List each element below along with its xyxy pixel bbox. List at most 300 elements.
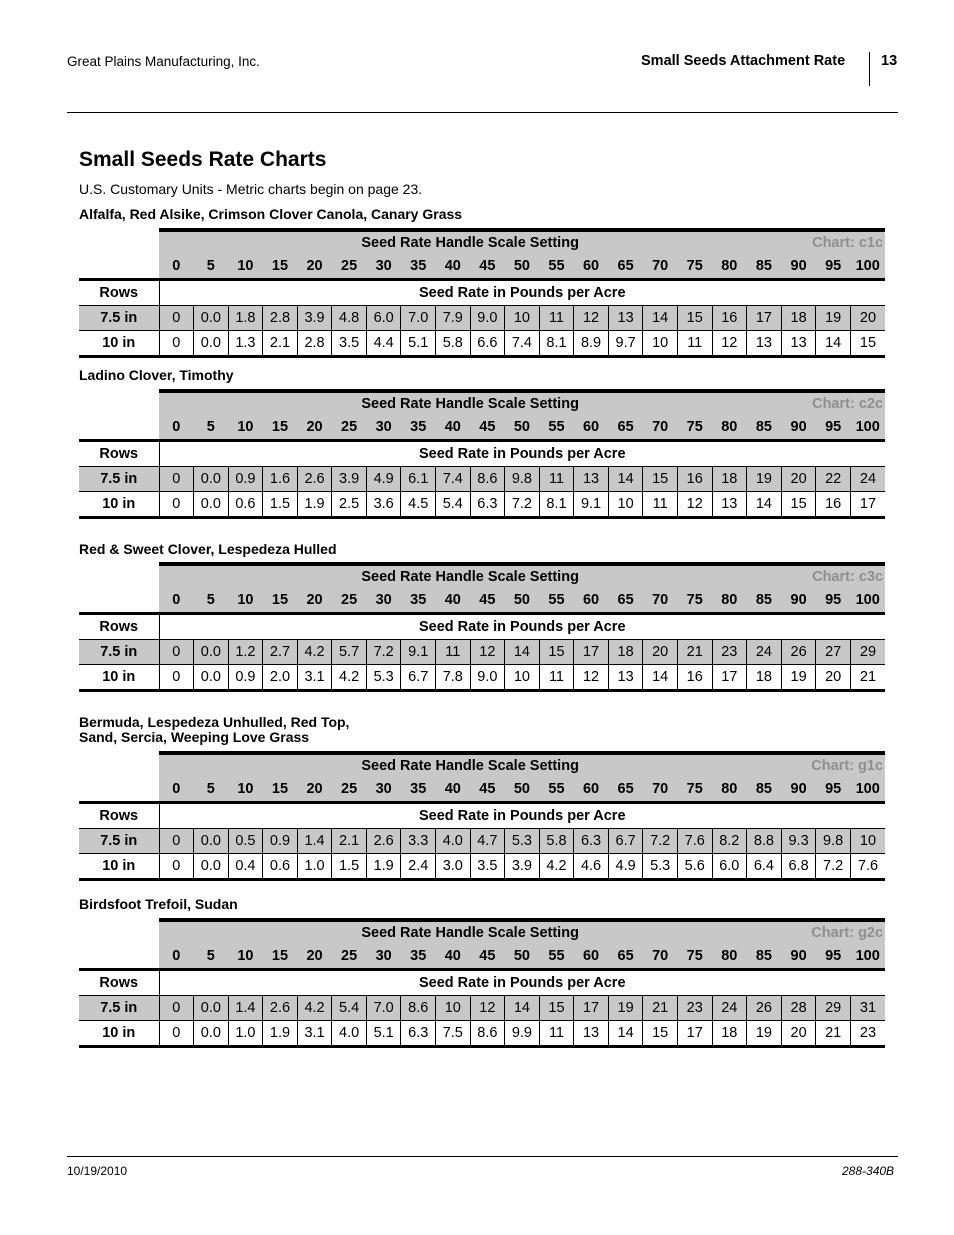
- chart-id: Chart: c3c: [781, 564, 885, 588]
- rate-cell: 2.4: [401, 854, 436, 880]
- rate-cell: 3.1: [297, 1021, 332, 1047]
- scale-value: 20: [297, 777, 332, 803]
- rate-cell: 13: [574, 1021, 609, 1047]
- rate-cell: 0.9: [228, 467, 263, 492]
- scale-value: 70: [643, 777, 678, 803]
- rate-cell: 3.3: [401, 829, 436, 854]
- rate-cell: 7.5: [436, 1021, 471, 1047]
- scale-values-row: [79, 254, 885, 280]
- rate-cell: 2.7: [263, 640, 298, 665]
- rate-cell: 6.7: [608, 829, 643, 854]
- scale-value: 25: [332, 944, 367, 970]
- scale-value: 10: [228, 415, 263, 441]
- scale-value: 10: [228, 777, 263, 803]
- row-label: 10 in: [79, 665, 159, 691]
- rate-cell: 19: [816, 306, 851, 331]
- scale-value: 85: [747, 777, 782, 803]
- rate-header-row: [79, 803, 885, 829]
- scale-value: 95: [816, 415, 851, 441]
- scale-value: 65: [608, 254, 643, 280]
- scale-value: 75: [677, 254, 712, 280]
- rate-cell: 0.0: [194, 492, 229, 518]
- scale-value: 95: [816, 944, 851, 970]
- scale-value: 50: [505, 777, 540, 803]
- rate-cell: 2.6: [366, 829, 401, 854]
- rate-cell: 11: [643, 492, 678, 518]
- corner-cell: [79, 944, 159, 970]
- scale-value: 40: [436, 415, 471, 441]
- scale-value: 50: [505, 254, 540, 280]
- row-label: 10 in: [79, 854, 159, 880]
- rate-cell: 21: [677, 640, 712, 665]
- rate-cell: 16: [677, 665, 712, 691]
- rate-cell: 26: [781, 640, 816, 665]
- rate-cell: 12: [677, 492, 712, 518]
- rate-cell: 10: [505, 306, 540, 331]
- rate-cell: 10: [608, 492, 643, 518]
- rate-cell: 7.8: [436, 665, 471, 691]
- rate-cell: 11: [539, 306, 574, 331]
- rate-cell: 2.8: [297, 331, 332, 357]
- rate-cell: 5.7: [332, 640, 367, 665]
- scale-value: 60: [574, 415, 609, 441]
- scale-value: 60: [574, 944, 609, 970]
- rate-cell: 0.9: [263, 829, 298, 854]
- rate-cell: 0.0: [194, 306, 229, 331]
- scale-value: 25: [332, 588, 367, 614]
- scale-value: 30: [366, 777, 401, 803]
- rate-cell: 14: [608, 1021, 643, 1047]
- scale-value: 55: [539, 254, 574, 280]
- footer-date: 10/19/2010: [67, 1164, 128, 1178]
- rate-cell: 0.0: [194, 996, 229, 1021]
- rate-cell: 7.2: [643, 829, 678, 854]
- rate-heading: Seed Rate in Pounds per Acre: [159, 441, 885, 467]
- scale-value: 45: [470, 588, 505, 614]
- scale-value: 20: [297, 588, 332, 614]
- chart-title-line: Alfalfa, Red Alsike, Crimson Clover Canola, Canary Grass: [79, 206, 463, 222]
- rate-cell: 21: [643, 996, 678, 1021]
- rate-cell: 1.4: [297, 829, 332, 854]
- rate-cell: 3.9: [505, 854, 540, 880]
- rate-cell: 9.0: [470, 665, 505, 691]
- rate-cell: 1.3: [228, 331, 263, 357]
- scale-value: 20: [297, 415, 332, 441]
- scale-value: 95: [816, 588, 851, 614]
- rate-cell: 1.0: [228, 1021, 263, 1047]
- rate-cell: 27: [816, 640, 851, 665]
- scale-header-row: [79, 230, 885, 254]
- rate-header-row: [79, 280, 885, 306]
- scale-value: 15: [263, 777, 298, 803]
- scale-value: 100: [850, 777, 885, 803]
- rate-cell: 17: [574, 996, 609, 1021]
- scale-value: 0: [159, 588, 194, 614]
- rows-heading: Rows: [79, 803, 159, 829]
- rate-cell: 17: [850, 492, 885, 518]
- rate-cell: 4.9: [366, 467, 401, 492]
- chart-title: [79, 897, 238, 912]
- rate-cell: 3.0: [436, 854, 471, 880]
- rate-cell: 15: [850, 331, 885, 357]
- chart-id: Chart: g2c: [781, 920, 885, 944]
- scale-value: 10: [228, 254, 263, 280]
- rate-cell: 5.8: [539, 829, 574, 854]
- scale-value: 40: [436, 777, 471, 803]
- rate-cell: 4.4: [366, 331, 401, 357]
- rate-cell: 0.5: [228, 829, 263, 854]
- rate-cell: 0.6: [263, 854, 298, 880]
- scale-value: 30: [366, 415, 401, 441]
- rate-cell: 4.2: [332, 665, 367, 691]
- rate-cell: 9.8: [505, 467, 540, 492]
- rate-cell: 0.0: [194, 640, 229, 665]
- rate-cell: 7.9: [436, 306, 471, 331]
- rate-cell: 4.2: [297, 996, 332, 1021]
- rate-cell: 1.9: [263, 1021, 298, 1047]
- seed-rate-table: [79, 389, 885, 519]
- rate-cell: 31: [850, 996, 885, 1021]
- rate-header-row: [79, 970, 885, 996]
- page-title: Small Seeds Rate Charts: [79, 148, 327, 171]
- scale-value: 85: [747, 944, 782, 970]
- rate-cell: 7.2: [816, 854, 851, 880]
- seed-rate-table: [79, 918, 885, 1048]
- rate-cell: 17: [574, 640, 609, 665]
- header-rule: [67, 112, 898, 113]
- rate-cell: 0.6: [228, 492, 263, 518]
- rate-cell: 1.6: [263, 467, 298, 492]
- scale-value: 15: [263, 254, 298, 280]
- scale-value: 75: [677, 777, 712, 803]
- rate-cell: 6.6: [470, 331, 505, 357]
- rate-cell: 0.0: [194, 665, 229, 691]
- chart-title: [79, 715, 349, 745]
- rate-cell: 5.6: [677, 854, 712, 880]
- rate-cell: 15: [643, 467, 678, 492]
- rate-cell: 12: [712, 331, 747, 357]
- footer-doc-number: 288-340B: [842, 1164, 895, 1178]
- rate-cell: 6.3: [470, 492, 505, 518]
- scale-value: 45: [470, 415, 505, 441]
- seed-rate-table: [79, 228, 885, 358]
- corner-cell: [79, 254, 159, 280]
- scale-value: 45: [470, 777, 505, 803]
- rows-heading: Rows: [79, 614, 159, 640]
- rate-cell: 2.6: [263, 996, 298, 1021]
- rate-cell: 13: [608, 306, 643, 331]
- scale-value: 100: [850, 254, 885, 280]
- scale-value: 35: [401, 254, 436, 280]
- scale-value: 90: [781, 254, 816, 280]
- row-label: 7.5 in: [79, 306, 159, 331]
- chart-title: [79, 368, 234, 383]
- rate-cell: 13: [712, 492, 747, 518]
- section-title: Small Seeds Attachment Rate: [641, 53, 846, 69]
- rate-cell: 14: [816, 331, 851, 357]
- scale-value: 75: [677, 415, 712, 441]
- scale-value: 70: [643, 415, 678, 441]
- scale-value: 40: [436, 944, 471, 970]
- rate-cell: 20: [850, 306, 885, 331]
- row-label: 10 in: [79, 331, 159, 357]
- rate-row-10-in: [79, 1021, 885, 1047]
- scale-value: 55: [539, 777, 574, 803]
- rate-cell: 15: [781, 492, 816, 518]
- scale-value: 55: [539, 944, 574, 970]
- scale-value: 65: [608, 944, 643, 970]
- rate-row-10-in: [79, 492, 885, 518]
- scale-value: 95: [816, 777, 851, 803]
- header-divider: [869, 52, 870, 86]
- scale-value: 10: [228, 588, 263, 614]
- rate-heading: Seed Rate in Pounds per Acre: [159, 803, 885, 829]
- scale-value: 30: [366, 944, 401, 970]
- rate-cell: 0: [159, 1021, 194, 1047]
- scale-value: 0: [159, 254, 194, 280]
- scale-value: 15: [263, 944, 298, 970]
- scale-value: 85: [747, 588, 782, 614]
- scale-value: 60: [574, 777, 609, 803]
- rate-cell: 19: [747, 1021, 782, 1047]
- rate-cell: 5.4: [332, 996, 367, 1021]
- scale-value: 80: [712, 777, 747, 803]
- rate-cell: 18: [712, 1021, 747, 1047]
- chart-title: [79, 207, 462, 222]
- rate-cell: 3.5: [332, 331, 367, 357]
- rate-cell: 7.2: [505, 492, 540, 518]
- rate-cell: 24: [747, 640, 782, 665]
- scale-value: 80: [712, 588, 747, 614]
- rate-cell: 7.2: [366, 640, 401, 665]
- rate-cell: 5.3: [643, 854, 678, 880]
- rate-row-7-5-in: [79, 467, 885, 492]
- scale-value: 5: [194, 777, 229, 803]
- rate-cell: 16: [712, 306, 747, 331]
- corner-cell: [79, 230, 159, 254]
- rate-cell: 1.5: [263, 492, 298, 518]
- rate-cell: 8.8: [747, 829, 782, 854]
- row-label: 10 in: [79, 1021, 159, 1047]
- rate-cell: 3.5: [470, 854, 505, 880]
- rate-cell: 19: [781, 665, 816, 691]
- rate-cell: 7.6: [850, 854, 885, 880]
- scale-value: 35: [401, 944, 436, 970]
- footer-rule: [67, 1156, 898, 1157]
- scale-value: 75: [677, 944, 712, 970]
- rows-heading: Rows: [79, 970, 159, 996]
- rate-cell: 20: [781, 1021, 816, 1047]
- rate-cell: 11: [677, 331, 712, 357]
- chart-id: Chart: c1c: [781, 230, 885, 254]
- rate-cell: 10: [505, 665, 540, 691]
- rate-cell: 0: [159, 306, 194, 331]
- scale-values-row: [79, 944, 885, 970]
- scale-value: 5: [194, 944, 229, 970]
- chart-id: Chart: c2c: [781, 391, 885, 415]
- chart-title-line: Sand, Sercia, Weeping Love Grass: [79, 729, 310, 745]
- scale-value: 80: [712, 944, 747, 970]
- rate-cell: 23: [850, 1021, 885, 1047]
- rate-row-10-in: [79, 665, 885, 691]
- scale-setting-heading: Seed Rate Handle Scale Setting: [159, 391, 781, 415]
- scale-value: 50: [505, 415, 540, 441]
- rate-cell: 1.0: [297, 854, 332, 880]
- rate-heading: Seed Rate in Pounds per Acre: [159, 280, 885, 306]
- rate-cell: 6.0: [712, 854, 747, 880]
- rate-cell: 8.6: [470, 1021, 505, 1047]
- rate-cell: 14: [643, 306, 678, 331]
- rate-cell: 2.5: [332, 492, 367, 518]
- rate-cell: 13: [574, 467, 609, 492]
- scale-value: 30: [366, 588, 401, 614]
- rate-cell: 7.0: [401, 306, 436, 331]
- rate-cell: 1.8: [228, 306, 263, 331]
- scale-setting-heading: Seed Rate Handle Scale Setting: [159, 564, 781, 588]
- corner-cell: [79, 564, 159, 588]
- rate-cell: 7.6: [677, 829, 712, 854]
- rate-cell: 0.0: [194, 1021, 229, 1047]
- scale-value: 20: [297, 944, 332, 970]
- rate-cell: 8.2: [712, 829, 747, 854]
- scale-value: 45: [470, 254, 505, 280]
- rate-cell: 5.3: [366, 665, 401, 691]
- chart-title-line: Bermuda, Lespedeza Unhulled, Red Top,: [79, 714, 350, 730]
- rate-cell: 0: [159, 665, 194, 691]
- rate-cell: 0: [159, 854, 194, 880]
- rate-cell: 14: [608, 467, 643, 492]
- rate-heading: Seed Rate in Pounds per Acre: [159, 970, 885, 996]
- rate-cell: 4.5: [401, 492, 436, 518]
- scale-value: 100: [850, 415, 885, 441]
- scale-setting-heading: Seed Rate Handle Scale Setting: [159, 753, 781, 777]
- scale-value: 40: [436, 588, 471, 614]
- rate-cell: 15: [539, 996, 574, 1021]
- scale-value: 90: [781, 944, 816, 970]
- rate-cell: 9.8: [816, 829, 851, 854]
- scale-setting-heading: Seed Rate Handle Scale Setting: [159, 230, 781, 254]
- rate-cell: 29: [816, 996, 851, 1021]
- rate-cell: 11: [539, 665, 574, 691]
- rate-cell: 9.1: [401, 640, 436, 665]
- chart-title-line: Red & Sweet Clover, Lespedeza Hulled: [79, 541, 337, 557]
- rate-cell: 13: [608, 665, 643, 691]
- rate-row-10-in: [79, 331, 885, 357]
- rate-cell: 4.8: [332, 306, 367, 331]
- scale-value: 95: [816, 254, 851, 280]
- scale-value: 35: [401, 415, 436, 441]
- scale-value: 85: [747, 254, 782, 280]
- rate-cell: 4.9: [608, 854, 643, 880]
- rate-cell: 18: [712, 467, 747, 492]
- rate-cell: 0.0: [194, 467, 229, 492]
- corner-cell: [79, 920, 159, 944]
- rate-cell: 7.4: [505, 331, 540, 357]
- rate-cell: 23: [712, 640, 747, 665]
- rate-cell: 20: [643, 640, 678, 665]
- rate-cell: 14: [505, 640, 540, 665]
- rate-cell: 0: [159, 331, 194, 357]
- seed-rate-table: [79, 751, 885, 881]
- rate-cell: 5.1: [401, 331, 436, 357]
- scale-value: 5: [194, 588, 229, 614]
- rate-cell: 3.6: [366, 492, 401, 518]
- rate-cell: 2.1: [332, 829, 367, 854]
- rate-cell: 9.7: [608, 331, 643, 357]
- page-subtitle: U.S. Customary Units - Metric charts begin on page 23.: [79, 181, 423, 197]
- rate-heading: Seed Rate in Pounds per Acre: [159, 614, 885, 640]
- rate-cell: 10: [850, 829, 885, 854]
- rate-cell: 24: [850, 467, 885, 492]
- rate-cell: 0.9: [228, 665, 263, 691]
- scale-value: 35: [401, 588, 436, 614]
- rate-cell: 13: [781, 331, 816, 357]
- rate-cell: 4.2: [297, 640, 332, 665]
- rate-cell: 0: [159, 829, 194, 854]
- rate-header-row: [79, 441, 885, 467]
- scale-value: 40: [436, 254, 471, 280]
- scale-value: 0: [159, 944, 194, 970]
- rate-cell: 7.4: [436, 467, 471, 492]
- rate-cell: 4.0: [332, 1021, 367, 1047]
- rate-cell: 21: [850, 665, 885, 691]
- rate-cell: 14: [505, 996, 540, 1021]
- rate-cell: 15: [539, 640, 574, 665]
- scale-value: 30: [366, 254, 401, 280]
- scale-value: 50: [505, 588, 540, 614]
- rate-cell: 12: [574, 665, 609, 691]
- row-label: 7.5 in: [79, 640, 159, 665]
- rate-cell: 11: [436, 640, 471, 665]
- rate-cell: 20: [816, 665, 851, 691]
- rate-cell: 18: [608, 640, 643, 665]
- row-label: 7.5 in: [79, 467, 159, 492]
- rate-cell: 12: [470, 640, 505, 665]
- rate-cell: 9.0: [470, 306, 505, 331]
- rate-cell: 6.3: [401, 1021, 436, 1047]
- rows-heading: Rows: [79, 441, 159, 467]
- rate-cell: 9.3: [781, 829, 816, 854]
- scale-value: 90: [781, 588, 816, 614]
- rate-cell: 9.9: [505, 1021, 540, 1047]
- rate-cell: 23: [677, 996, 712, 1021]
- rate-cell: 17: [677, 1021, 712, 1047]
- rate-cell: 15: [643, 1021, 678, 1047]
- scale-value: 60: [574, 254, 609, 280]
- rate-row-7-5-in: [79, 640, 885, 665]
- rate-cell: 4.6: [574, 854, 609, 880]
- scale-value: 100: [850, 588, 885, 614]
- scale-value: 55: [539, 588, 574, 614]
- rate-row-7-5-in: [79, 306, 885, 331]
- scale-value: 50: [505, 944, 540, 970]
- scale-value: 0: [159, 415, 194, 441]
- scale-header-row: [79, 920, 885, 944]
- scale-value: 0: [159, 777, 194, 803]
- rate-cell: 13: [747, 331, 782, 357]
- rate-cell: 14: [747, 492, 782, 518]
- rate-row-7-5-in: [79, 829, 885, 854]
- corner-cell: [79, 415, 159, 441]
- row-label: 7.5 in: [79, 996, 159, 1021]
- scale-value: 15: [263, 415, 298, 441]
- rate-cell: 16: [677, 467, 712, 492]
- rate-cell: 20: [781, 467, 816, 492]
- rate-cell: 2.8: [263, 306, 298, 331]
- rate-cell: 6.0: [366, 306, 401, 331]
- rate-cell: 8.6: [401, 996, 436, 1021]
- rate-cell: 14: [643, 665, 678, 691]
